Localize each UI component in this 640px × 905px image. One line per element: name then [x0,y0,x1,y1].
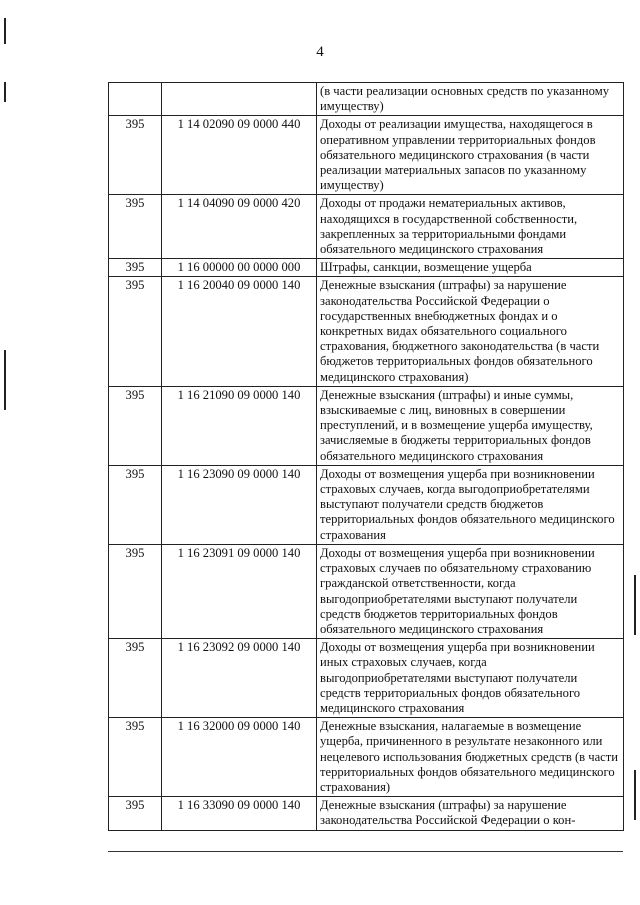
margin-mark [4,18,6,44]
revenue-name-cell: Доходы от продажи нематериальных активов, находящихся в государственной собственности, закрепленных за территориальными фондами обязательного медицинского страхования [317,195,624,259]
revenue-name-cell: Штрафы, санкции, возмещение ущерба [317,259,624,277]
admin-code-cell: 395 [109,386,162,465]
revenue-codes-table [108,82,624,831]
budget-code-cell: 1 14 04090 09 0000 420 [162,195,317,259]
table-row [109,116,624,195]
revenue-name-cell: Доходы от возмещения ущерба при возникновении иных страховых случаев, когда выгодоприобретателями выступают получатели средств территориальных фондов обязательного медицинского страхования [317,639,624,718]
budget-code-cell: 1 16 20040 09 0000 140 [162,277,317,386]
budget-code-cell: 1 16 00000 00 0000 000 [162,259,317,277]
margin-mark [4,82,6,102]
table-row [109,718,624,797]
budget-code-cell [162,83,317,116]
margin-mark [4,350,6,410]
revenue-name-cell: Доходы от реализации имущества, находящегося в оперативном управлении территориальных фондов обязательного медицинского страхования (в части реализации материальных запасов по указанному имуществу) [317,116,624,195]
revenue-name-cell: (в части реализации основных средств по указанному имуществу) [317,83,624,116]
table-row [109,83,624,116]
revenue-name-cell: Денежные взыскания (штрафы) за нарушение законодательства Российской Федерации о государственных внебюджетных фондах и о конкретных видах обязательного социального страхования, бюджетного законодательства (в части бюджетов территориальных фондов обязательного медицинского страхования) [317,277,624,386]
revenue-name-cell: Доходы от возмещения ущерба при возникновении страховых случаев по обязательному страхованию гражданской ответственности, когда выгодоприобретателями выступают получатели средств бюджетов территориальных фондов обязательного медицинского страхования [317,544,624,638]
table-row [109,277,624,386]
admin-code-cell: 395 [109,544,162,638]
revenue-name-cell: Доходы от возмещения ущерба при возникновении страховых случаев, когда выгодоприобретателями выступают получатели средств бюджетов территориальных фондов обязательного медицинского страхования [317,465,624,544]
table-row [109,544,624,638]
table-row [109,465,624,544]
page-number: 4 [316,44,324,60]
table-row [109,639,624,718]
admin-code-cell: 395 [109,639,162,718]
revenue-name-cell: Денежные взыскания (штрафы) за нарушение законодательства Российской Федерации о кон- [317,797,624,830]
admin-code-cell: 395 [109,465,162,544]
table-row [109,195,624,259]
admin-code-cell: 395 [109,195,162,259]
admin-code-cell [109,83,162,116]
budget-code-cell: 1 16 21090 09 0000 140 [162,386,317,465]
admin-code-cell: 395 [109,718,162,797]
budget-code-cell: 1 16 33090 09 0000 140 [162,797,317,830]
admin-code-cell: 395 [109,797,162,830]
budget-code-cell: 1 16 23092 09 0000 140 [162,639,317,718]
table-row [109,259,624,277]
budget-code-cell: 1 16 23090 09 0000 140 [162,465,317,544]
revenue-name-cell: Денежные взыскания (штрафы) и иные суммы, взыскиваемые с лиц, виновных в совершении преступлений, и в возмещение ущерба имуществу, зачисляемые в бюджеты территориальных фондов обязательного медицинского страхования [317,386,624,465]
budget-code-cell: 1 14 02090 09 0000 440 [162,116,317,195]
table-row [109,797,624,830]
margin-mark [634,770,636,820]
table-row [109,386,624,465]
admin-code-cell: 395 [109,116,162,195]
admin-code-cell: 395 [109,277,162,386]
table-bottom-line [108,851,623,852]
revenue-name-cell: Денежные взыскания, налагаемые в возмещение ущерба, причиненного в результате незаконного или нецелевого использования бюджетных средств (в части территориальных фондов обязательного медицинского страхования) [317,718,624,797]
margin-mark [634,575,636,635]
table-body [109,83,624,831]
budget-code-cell: 1 16 32000 09 0000 140 [162,718,317,797]
budget-code-cell: 1 16 23091 09 0000 140 [162,544,317,638]
admin-code-cell: 395 [109,259,162,277]
